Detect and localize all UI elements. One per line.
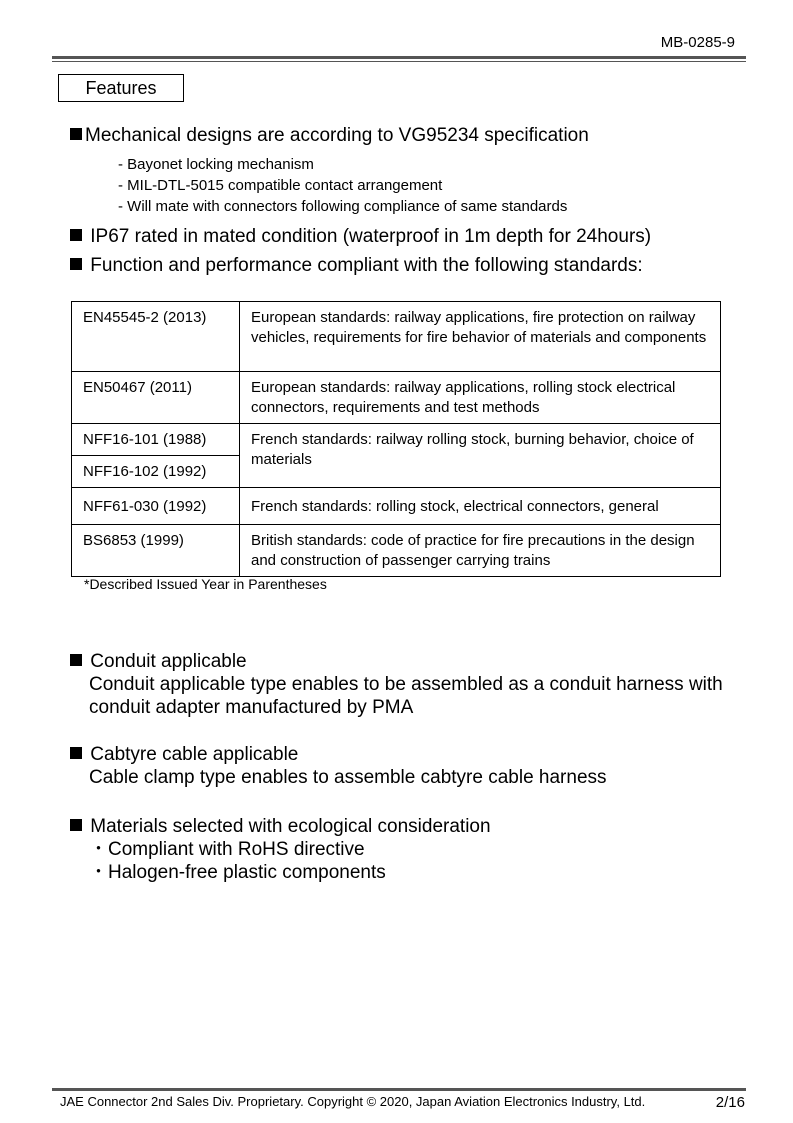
standard-code: NFF61-030 (1992) [72,488,240,525]
materials-heading: Materials selected with ecological consideration [90,816,491,837]
header-rule [52,56,746,59]
table-row [72,372,721,424]
conduit-text: Conduit applicable type enables to be assembled as a conduit harness with conduit adapter manufactured by PMA [89,674,723,718]
standard-description: French standards: rolling stock, electrical connectors, general [240,488,721,525]
conduit-section [70,650,750,719]
standards-table [71,301,721,577]
materials-section [70,815,750,884]
conduit-heading: Conduit applicable [90,651,247,672]
standard-description: British standards: code of practice for fire precautions in the design and construction of passenger carrying trains [240,525,721,577]
standard-code: EN50467 (2011) [72,372,240,424]
header-rule-thin [52,61,746,62]
bullet-mechanical [70,124,589,148]
standard-code: NFF16-102 (1992) [72,456,240,488]
cabtyre-text: Cable clamp type enables to assemble cabtyre cable harness [89,767,607,788]
square-bullet-icon [70,819,82,831]
section-title: Features [58,74,184,102]
square-bullet-icon [70,229,82,241]
ip67-text: IP67 rated in mated condition (waterproof in 1m depth for 24hours) [90,226,652,247]
table-row [72,525,721,577]
table-row [72,488,721,525]
square-bullet-icon [70,654,82,666]
standard-code: NFF16-101 (1988) [72,424,240,456]
mechanical-heading: Mechanical designs are according to VG95234 specification [85,125,589,146]
page-number: 2/16 [715,1094,745,1111]
cabtyre-section [70,743,750,789]
standard-code: BS6853 (1999) [72,525,240,577]
materials-item: ・Halogen-free plastic components [89,862,386,883]
materials-item: ・Compliant with RoHS directive [89,839,365,860]
standards-intro: Function and performance compliant with the following standards: [90,255,643,276]
bullet-ip67 [70,225,651,249]
standard-description: European standards: railway applications, rolling stock electrical connectors, requirements and test methods [240,372,721,424]
table-row [72,302,721,372]
standard-description: French standards: railway rolling stock, burning behavior, choice of materials [240,424,721,488]
square-bullet-icon [70,258,82,270]
list-item: - MIL-DTL-5015 compatible contact arrangement [118,177,443,194]
list-item: - Will mate with connectors following compliance of same standards [118,198,568,215]
standard-description: European standards: railway applications, fire protection on railway vehicles, requirements for fire behavior of materials and components [240,302,721,372]
table-note: *Described Issued Year in Parentheses [84,576,327,592]
square-bullet-icon [70,747,82,759]
square-bullet-icon [70,128,82,140]
document-number: MB-0285-9 [660,34,735,51]
table-row [72,424,721,456]
standard-code: EN45545-2 (2013) [72,302,240,372]
mechanical-list [118,154,567,217]
cabtyre-heading: Cabtyre cable applicable [90,744,299,765]
list-item: - Bayonet locking mechanism [118,156,314,173]
footer-rule [52,1088,746,1091]
footer-copyright: JAE Connector 2nd Sales Div. Proprietary. Copyright © 2020, Japan Aviation Electronics Industry, Ltd. [60,1094,646,1109]
bullet-standards [70,254,643,278]
